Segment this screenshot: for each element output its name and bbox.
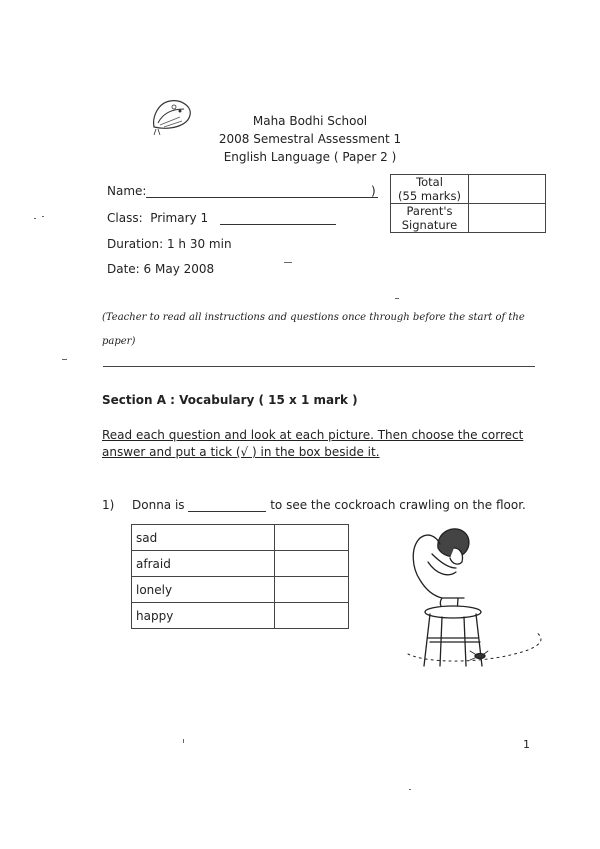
- total-label: Total: [416, 175, 443, 189]
- scan-speck: [395, 298, 399, 299]
- tick-box[interactable]: [275, 551, 349, 577]
- option-label: afraid: [132, 551, 275, 577]
- divider-line: [103, 366, 535, 367]
- scan-speck: [183, 739, 184, 743]
- tick-box[interactable]: [275, 577, 349, 603]
- section-directions: [102, 427, 542, 461]
- option-row: [132, 551, 349, 577]
- assessment-title: 2008 Semestral Assessment 1: [218, 132, 402, 146]
- name-blank[interactable]: [146, 185, 378, 198]
- section-title: Section A : Vocabulary ( 15 x 1 mark ): [102, 393, 358, 407]
- directions-line-2: answer and put a tick (√ ) in the box beside it.: [102, 445, 380, 459]
- question-1-text-after: to see the cockroach crawling on the floor.: [270, 498, 526, 512]
- question-1-options: [131, 524, 349, 629]
- option-label: happy: [132, 603, 275, 629]
- option-row: [132, 603, 349, 629]
- question-1-text: [132, 498, 526, 512]
- parent-signature-cell: [391, 204, 469, 233]
- question-1-text-before: Donna is: [132, 498, 185, 512]
- scan-speck: [34, 218, 36, 219]
- scan-speck: [62, 359, 67, 360]
- name-close-paren: ): [371, 184, 376, 198]
- total-marks-cell: [391, 175, 469, 204]
- scan-speck: [409, 789, 411, 790]
- class-blank[interactable]: [220, 212, 336, 225]
- tick-box[interactable]: [275, 603, 349, 629]
- page-number: 1: [523, 738, 530, 751]
- class-field: [107, 211, 336, 225]
- date-field: Date: 6 May 2008: [107, 262, 215, 276]
- class-value: Primary 1: [150, 211, 209, 225]
- duration-field: Duration: 1 h 30 min: [107, 237, 232, 251]
- signature-label: Signature: [401, 218, 458, 232]
- total-score-box[interactable]: [469, 175, 546, 204]
- scan-speck: [284, 262, 292, 263]
- scan-speck: [42, 216, 44, 217]
- girl-on-stool-illustration: [398, 518, 548, 668]
- teacher-instruction: [102, 306, 542, 354]
- name-label: Name:: [107, 184, 147, 198]
- signature-box[interactable]: [469, 204, 546, 233]
- tick-box[interactable]: [275, 525, 349, 551]
- option-row: [132, 525, 349, 551]
- school-name: Maha Bodhi School: [252, 114, 368, 128]
- question-1-blank[interactable]: [188, 499, 266, 512]
- directions-line-1: Read each question and look at each picture. Then choose the correct: [102, 428, 524, 442]
- instruction-line-2: paper): [102, 336, 136, 347]
- marks-signature-box: [390, 174, 546, 233]
- total-marks: (55 marks): [398, 189, 461, 203]
- option-label: lonely: [132, 577, 275, 603]
- option-row: [132, 577, 349, 603]
- instruction-line-1: (Teacher to read all instructions and questions once through before the start of the: [102, 312, 525, 323]
- class-label: Class:: [107, 211, 143, 225]
- name-field: [107, 184, 378, 198]
- option-label: sad: [132, 525, 275, 551]
- subject-title: English Language ( Paper 2 ): [223, 150, 397, 164]
- question-1-number: 1): [102, 498, 115, 512]
- parent-label: Parent's: [406, 204, 453, 218]
